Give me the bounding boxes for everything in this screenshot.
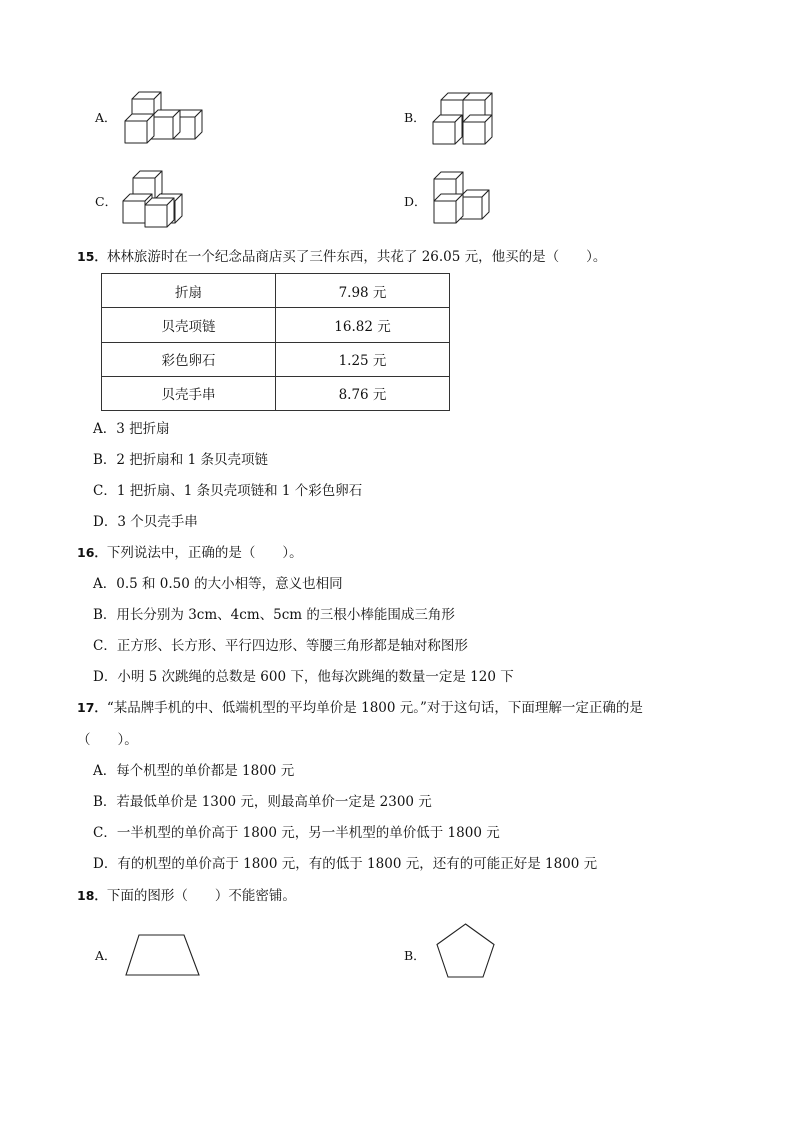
pentagon-figure	[434, 922, 498, 982]
cube-figure-c	[120, 168, 195, 232]
question-17	[77, 699, 643, 717]
option-15-d: D．3 个贝壳手串	[93, 514, 198, 530]
option-16-d: D．小明 5 次跳绳的总数是 600 下，他每次跳绳的数量一定是 120 下	[93, 669, 514, 685]
question-text: “某品牌手机的中、低端机型的平均单价是 1800 元。”对于这句话，下面理解一定正确的是	[106, 700, 643, 716]
table-cell-price: 1.25 元	[276, 342, 450, 376]
table-row	[102, 308, 450, 342]
cube-figure-d	[430, 170, 500, 230]
question-text: 下列说法中，正确的是（ ）。	[106, 545, 303, 561]
option-b-label: B．	[404, 110, 426, 125]
option-17-c: C．一半机型的单价高于 1800 元，另一半机型的单价低于 1800 元	[93, 825, 500, 841]
question-text: 林林旅游时在一个纪念品商店买了三件东西，共花了 26.05 元，他买的是（ ）。	[106, 249, 607, 265]
question-number: 16．	[77, 545, 107, 560]
table-cell-item: 彩色卵石	[102, 342, 276, 376]
option-15-a: A．3 把折扇	[93, 421, 170, 437]
trapezoid-figure	[122, 932, 204, 980]
cube	[125, 114, 154, 143]
option-18-b-label: B．	[404, 948, 426, 963]
table-cell-price: 7.98 元	[276, 274, 450, 308]
table-cell-price: 16.82 元	[276, 308, 450, 342]
option-15-c: C．1 把折扇、1 条贝壳项链和 1 个彩色卵石	[93, 483, 363, 499]
option-c-label: C．	[95, 194, 118, 209]
table-cell-item: 贝壳项链	[102, 308, 276, 342]
table-cell-item: 贝壳手串	[102, 376, 276, 410]
table-cell-price: 8.76 元	[276, 376, 450, 410]
table-row	[102, 376, 450, 410]
option-17-b: B．若最低单价是 1300 元，则最高单价一定是 2300 元	[93, 794, 432, 810]
cube	[460, 190, 489, 219]
question-number: 18．	[77, 888, 107, 903]
option-16-a: A．0.5 和 0.50 的大小相等，意义也相同	[93, 576, 343, 592]
option-17-a: A．每个机型的单价都是 1800 元	[93, 763, 295, 779]
table-cell-item: 折扇	[102, 274, 276, 308]
option-17-d: D．有的机型的单价高于 1800 元，有的低于 1800 元，还有的可能正好是 1800 元	[93, 856, 598, 872]
question-text: 下面的图形（ ）不能密铺。	[106, 888, 296, 904]
question-number: 15．	[77, 249, 107, 264]
option-16-c: C．正方形、长方形、平行四边形、等腰三角形都是轴对称图形	[93, 638, 468, 654]
question-number: 17．	[77, 700, 107, 715]
cube	[145, 198, 174, 227]
table-row	[102, 274, 450, 308]
option-15-b: B．2 把折扇和 1 条贝壳项链	[93, 452, 268, 468]
cube-figure-a	[120, 88, 210, 148]
table-row	[102, 342, 450, 376]
question-18	[77, 887, 296, 905]
option-16-b: B．用长分别为 3cm、4cm、5cm 的三根小棒能围成三角形	[93, 607, 455, 623]
cube-figure-b	[430, 88, 500, 152]
option-18-a-label: A．	[95, 948, 117, 963]
cube	[434, 194, 463, 223]
cube	[151, 110, 180, 139]
option-d-label: D．	[404, 194, 427, 209]
cube	[463, 115, 492, 144]
question-16	[77, 544, 303, 562]
price-table	[101, 273, 450, 411]
question-15	[77, 248, 606, 266]
cube	[433, 115, 462, 144]
option-a-label: A．	[95, 110, 117, 125]
question-17-line2: （ ）。	[77, 732, 138, 748]
